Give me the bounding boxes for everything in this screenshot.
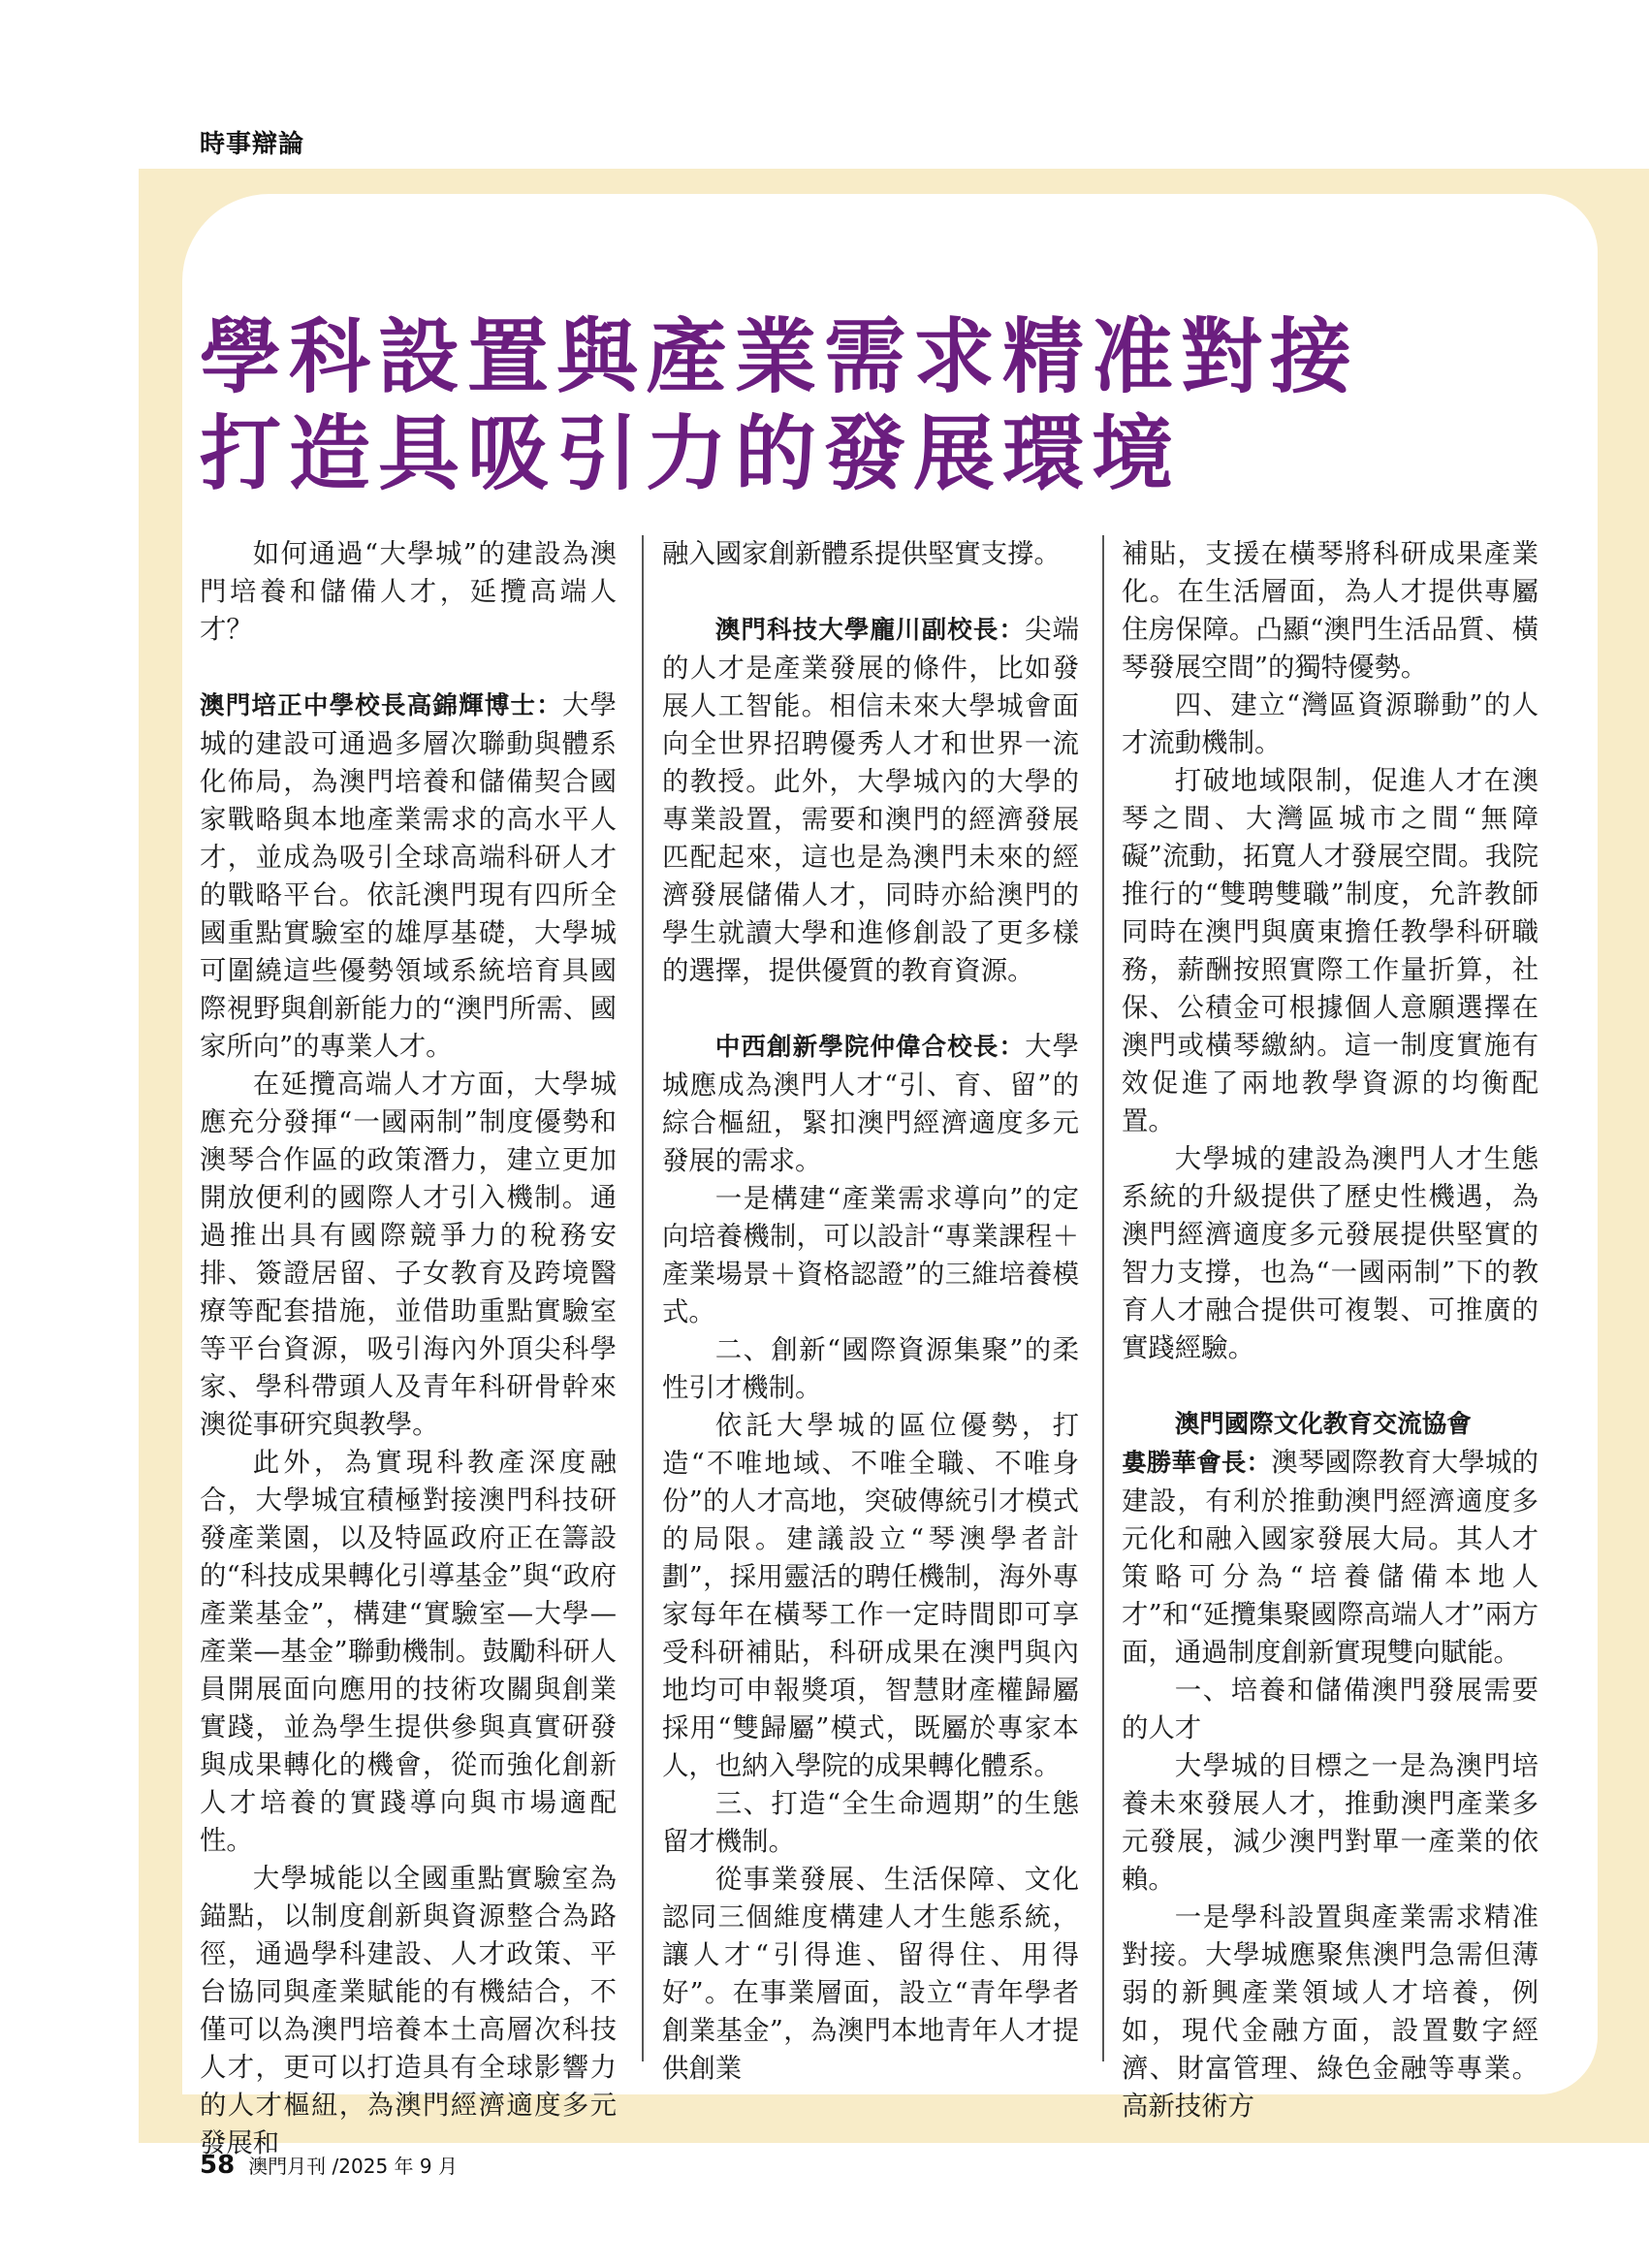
paragraph: 大學城的建設為澳門人才生態系統的升級提供了歷史性機遇，為澳門經濟適度多元發展提供堅實的智力支撐，也為“一國兩制”下的教育人才融合提供可複製、可推廣的實踐經驗。 (1122, 1144, 1538, 1363)
article-column-2 (662, 535, 1079, 2084)
headline-line-1: 學科設置與產業需求精准對接 (200, 308, 1360, 404)
paragraph: 此外，為實現科教產深度融合，大學城宜積極對接澳門科技研發產業園，以及特區政府正在籌設的“科技成果轉化引導基金”與“政府產業基金”，構建“實驗室—大學—產業—基金”聯動機制。鼓勵科研人員開展面向應用的技術攻關與創業實踐，並為學生提供參與真實研發與成果轉化的機會，從而強化創新人才培養的實踐導向與市場適配性。 (200, 1448, 617, 1856)
speaker-name: 婁勝華會長： (1122, 1449, 1272, 1478)
column-divider (1102, 535, 1104, 2061)
headline (200, 308, 1479, 502)
paragraph: 依託大學城的區位優勢，打造“不唯地域、不唯全職、不唯身份”的人才高地，突破傳統引才模式的局限。建議設立“琴澳學者計劃”，採用靈活的聘任機制，海外專家每年在橫琴工作一定時間即可享受科研補貼，科研成果在澳門與內地均可申報獎項，智慧財產權歸屬採用“雙歸屬”模式，既屬於專家本人，也納入學院的成果轉化體系。 (662, 1411, 1079, 1781)
paragraph: 一是學科設置與產業需求精准對接。大學城應聚焦澳門急需但薄弱的新興產業領域人才培養，例如，現代金融方面，設置數字經濟、財富管理、綠色金融等專業。高新技術方 (1122, 1902, 1538, 2122)
article-column-1 (200, 535, 617, 2158)
article-column-3 (1122, 535, 1538, 2122)
paragraph: 二、創新“國際資源集聚”的柔性引才機制。 (662, 1335, 1079, 1403)
speaker-name: 澳門國際文化教育交流協會 (1174, 1410, 1472, 1439)
paragraph: 大學城的目標之一是為澳門培養未來發展人才，推動澳門產業多元發展，減少澳門對單一產業的依賴。 (1122, 1751, 1538, 1895)
speaker-paragraph (662, 1028, 1079, 1180)
paragraph: 在延攬高端人才方面，大學城應充分發揮“一國兩制”制度優勢和澳琴合作區的政策潛力，建立更加開放便利的國際人才引入機制。通過推出具有國際競爭力的稅務安排、簽證居留、子女教育及跨境醫療等配套措施，並借助重點實驗室等平台資源，吸引海內外頂尖科學家、學科帶頭人及青年科研骨幹來澳從事研究與教學。 (200, 1070, 617, 1440)
paragraph-continued: 融入國家創新體系提供堅實支撐。 (662, 539, 1061, 569)
headline-line-2: 打造具吸引力的發展環境 (200, 405, 1182, 501)
paragraph-text: 尖端的人才是產業發展的條件，比如發展人工智能。相信未來大學城會面向全世界招聘優秀人才和世界一流的教授。此外，大學城內的大學的專業設置，需要和澳門的經濟發展匹配起來，這也是為澳門未來的經濟發展儲備人才，同時亦給澳門的學生就讀大學和進修創設了更多樣的選擇，提供優質的教育資源。 (662, 615, 1079, 986)
paragraph: 四、建立“灣區資源聯動”的人才流動機制。 (1122, 690, 1538, 758)
speaker-name: 中西創新學院仲偉合校長： (714, 1033, 1026, 1062)
paragraph-text: 大學城的建設可通過多層次聯動與體系化佈局，為澳門培養和儲備契合國家戰略與本地產業需求的高水平人才，並成為吸引全球高端科研人才的戰略平台。依託澳門現有四所全國重點實驗室的雄厚基礎，大學城可圍繞這些優勢領域系統培育具國際視野與創新能力的“澳門所需、國家所向”的專業人才。 (200, 690, 617, 1062)
paragraph: 三、打造“全生命週期”的生態留才機制。 (662, 1789, 1079, 1857)
paragraph: 大學城能以全國重點實驗室為錨點，以制度創新與資源整合為路徑，通過學科建設、人才政策、平台協同與產業賦能的有機結合，不僅可以為澳門培養本土高層次科技人才，更可以打造具有全球影響力的人才樞紐，為澳門經濟適度多元發展和 (200, 1864, 617, 2158)
section-label: 時事辯論 (200, 130, 305, 159)
speaker-paragraph (200, 687, 617, 1066)
paragraph: 打破地域限制，促進人才在澳琴之間、大灣區城市之間“無障礙”流動，拓寬人才發展空間。我院推行的“雙聘雙職”制度，允許教師同時在澳門與廣東擔任教學科研職務，薪酬按照實際工作量折算，社保、公積金可根據個人意願選擇在澳門或橫琴繳納。這一制度實施有效促進了兩地教學資源的均衡配置。 (1122, 766, 1538, 1136)
paragraph: 一是構建“產業需求導向”的定向培養機制，可以設計“專業課程＋產業場景＋資格認證”的三維培養模式。 (662, 1184, 1079, 1327)
paragraph-text: 大學城應成為澳門人才“引、育、留”的綜合樞紐，緊扣澳門經濟適度多元發展的需求。 (662, 1032, 1079, 1176)
page-number: 58 (200, 2151, 236, 2180)
paragraph: 一、培養和儲備澳門發展需要的人才 (1122, 1676, 1538, 1743)
paragraph-continued: 補貼，支援在橫琴將科研成果產業化。在生活層面，為人才提供專屬住房保障。凸顯“澳門生活品質、橫琴發展空間”的獨特優勢。 (1122, 539, 1538, 683)
page-footer (200, 2151, 458, 2180)
speaker-paragraph (1122, 1405, 1538, 1672)
paragraph-text: 澳琴國際教育大學城的建設，有利於推動澳門經濟適度多元化和融入國家發展大局。其人才策略可分為“培養儲備本地人才”和“延攬集聚國際高端人才”兩方面，通過制度創新實現雙向賦能。 (1122, 1448, 1538, 1668)
column-divider (642, 535, 644, 2061)
speaker-name: 澳門培正中學校長高錦輝博士： (200, 691, 562, 720)
paragraph: 從事業發展、生活保障、文化認同三個維度構建人才生態系統，讓人才“引得進、留得住、用得好”。在事業層面，設立“青年學者創業基金”，為澳門本地青年人才提供創業 (662, 1865, 1079, 2084)
speaker-name: 澳門科技大學龐川副校長： (714, 616, 1026, 645)
publication-info: 澳門月刊 /2025 年 9 月 (248, 2155, 458, 2178)
speaker-paragraph (662, 611, 1079, 990)
intro-question: 如何通過“大學城”的建設為澳門培養和儲備人才，延攬高端人才？ (200, 539, 617, 645)
